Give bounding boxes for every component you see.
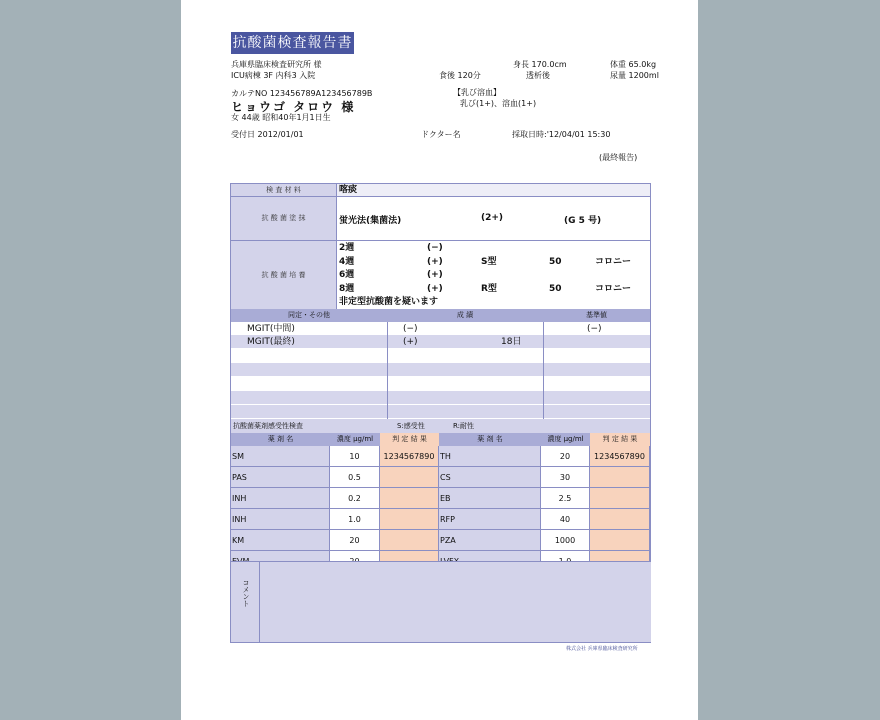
report-paper bbox=[181, 0, 698, 720]
sensitivity-drug: SM bbox=[231, 446, 330, 467]
ident-header-reference: 基準値 bbox=[586, 311, 607, 319]
culture-label: 抗 酸 菌 培 養 bbox=[231, 241, 336, 309]
client-name: 兵庫県臨床検査研究所 様 bbox=[231, 60, 322, 69]
received-date: 受付日 2012/01/01 bbox=[231, 130, 304, 139]
sensitivity-drug: RFP bbox=[439, 509, 541, 530]
sensitivity-result bbox=[590, 509, 650, 530]
sensitivity-legend-r: R:耐性 bbox=[453, 422, 475, 430]
hemolysis-value: 乳び(1+)、溶血(1+) bbox=[460, 99, 537, 108]
ident-header-name: 同定・その他 bbox=[288, 311, 330, 319]
culture-result: (+) bbox=[427, 256, 443, 267]
doctor-name: ドクター名 bbox=[421, 130, 461, 139]
sensitivity-result bbox=[380, 488, 439, 509]
culture-week: 8週 bbox=[339, 283, 355, 294]
culture-note: 非定型抗酸菌を疑います bbox=[339, 297, 439, 307]
height-value: 身長 170.0cm bbox=[513, 60, 567, 69]
sensitivity-title: 抗酸菌薬剤感受性検査 bbox=[233, 422, 303, 430]
culture-type: R型 bbox=[481, 283, 497, 294]
ident-name: MGIT(最終) bbox=[247, 337, 295, 347]
culture-count: 50 bbox=[549, 283, 562, 294]
ward-info: ICU病棟 3F 内科3 入院 bbox=[231, 71, 316, 80]
sensitivity-conc: 10 bbox=[330, 446, 380, 467]
report-title: 抗酸菌検査報告書 bbox=[231, 32, 354, 54]
comment-label: コメント bbox=[242, 579, 250, 607]
ident-name: MGIT(中間) bbox=[247, 324, 295, 334]
sensitivity-header: 濃度 μg/ml bbox=[541, 433, 590, 446]
material-value: 喀痰 bbox=[339, 185, 358, 195]
sensitivity-conc: 1000 bbox=[541, 530, 590, 551]
sensitivity-drug: EB bbox=[439, 488, 541, 509]
sensitivity-result bbox=[590, 467, 650, 488]
report-table bbox=[230, 183, 651, 643]
sensitivity-result bbox=[590, 530, 650, 551]
culture-result: (+) bbox=[427, 283, 443, 294]
sensitivity-conc: 20 bbox=[541, 446, 590, 467]
sensitivity-drug: INH bbox=[231, 488, 330, 509]
comment-box bbox=[259, 562, 651, 642]
sensitivity-header: 判 定 結 果 bbox=[590, 433, 650, 446]
smear-label: 抗 酸 菌 塗 抹 bbox=[231, 197, 336, 240]
weight-value: 体重 65.0kg bbox=[610, 60, 657, 69]
sensitivity-conc: 40 bbox=[541, 509, 590, 530]
sensitivity-conc: 2.5 bbox=[541, 488, 590, 509]
final-report-label: (最終報告) bbox=[599, 153, 638, 162]
smear-gaffky: (G 5 号) bbox=[564, 216, 602, 226]
sensitivity-header: 薬 剤 名 bbox=[231, 433, 330, 446]
sensitivity-conc: 0.2 bbox=[330, 488, 380, 509]
culture-type: S型 bbox=[481, 256, 497, 267]
urine-value: 尿量 1200ml bbox=[610, 71, 659, 80]
sensitivity-drug: CS bbox=[439, 467, 541, 488]
ident-days: 18日 bbox=[501, 337, 522, 347]
smear-grade: (2+) bbox=[481, 213, 504, 223]
footer-company: 株式会社 兵庫県臨床検査研究所 bbox=[566, 646, 638, 652]
sensitivity-result: 1234567890 bbox=[590, 446, 650, 467]
culture-unit: コロニー bbox=[595, 283, 632, 294]
sensitivity-drug: PAS bbox=[231, 467, 330, 488]
sensitivity-drug: KM bbox=[231, 530, 330, 551]
sensitivity-drug: PZA bbox=[439, 530, 541, 551]
culture-week: 4週 bbox=[339, 256, 355, 267]
sensitivity-header: 判 定 結 果 bbox=[380, 433, 439, 446]
ident-header-result: 成 績 bbox=[456, 311, 474, 319]
sensitivity-result bbox=[380, 530, 439, 551]
culture-result: (+) bbox=[427, 270, 443, 280]
smear-method: 蛍光法(集菌法) bbox=[339, 216, 402, 226]
sensitivity-result bbox=[380, 509, 439, 530]
sensitivity-drug: TH bbox=[439, 446, 541, 467]
sensitivity-legend-s: S:感受性 bbox=[397, 422, 425, 430]
sensitivity-conc: 20 bbox=[330, 530, 380, 551]
sensitivity-header: 薬 剤 名 bbox=[439, 433, 541, 446]
culture-result: (−) bbox=[427, 243, 443, 253]
culture-week: 2週 bbox=[339, 243, 355, 253]
patient-info: 女 44歳 昭和40年1月1日生 bbox=[231, 113, 331, 122]
ident-result: (−) bbox=[403, 324, 418, 334]
sensitivity-conc: 1.0 bbox=[330, 509, 380, 530]
ident-result: (+) bbox=[403, 337, 418, 347]
sensitivity-result: 1234567890 bbox=[380, 446, 439, 467]
hemolysis-title: 【乳び溶血】 bbox=[453, 88, 501, 97]
culture-count: 50 bbox=[549, 256, 562, 267]
sensitivity-drug: INH bbox=[231, 509, 330, 530]
patient-name: ヒョウゴ タロウ 様 bbox=[231, 100, 356, 114]
sensitivity-conc: 30 bbox=[541, 467, 590, 488]
material-label: 検 査 材 料 bbox=[231, 184, 336, 196]
ident-ref: (−) bbox=[587, 324, 602, 334]
sensitivity-conc: 0.5 bbox=[330, 467, 380, 488]
collection-datetime: 採取日時:'12/04/01 15:30 bbox=[512, 130, 611, 139]
chart-number: カルテNO 123456789A123456789B bbox=[231, 89, 373, 98]
sensitivity-header: 濃度 μg/ml bbox=[330, 433, 380, 446]
sensitivity-result bbox=[590, 488, 650, 509]
culture-unit: コロニー bbox=[595, 256, 632, 267]
meal-info: 食後 120分 bbox=[439, 71, 481, 80]
sensitivity-result bbox=[380, 467, 439, 488]
dialysis-info: 透析後 bbox=[526, 71, 550, 80]
culture-week: 6週 bbox=[339, 270, 355, 280]
